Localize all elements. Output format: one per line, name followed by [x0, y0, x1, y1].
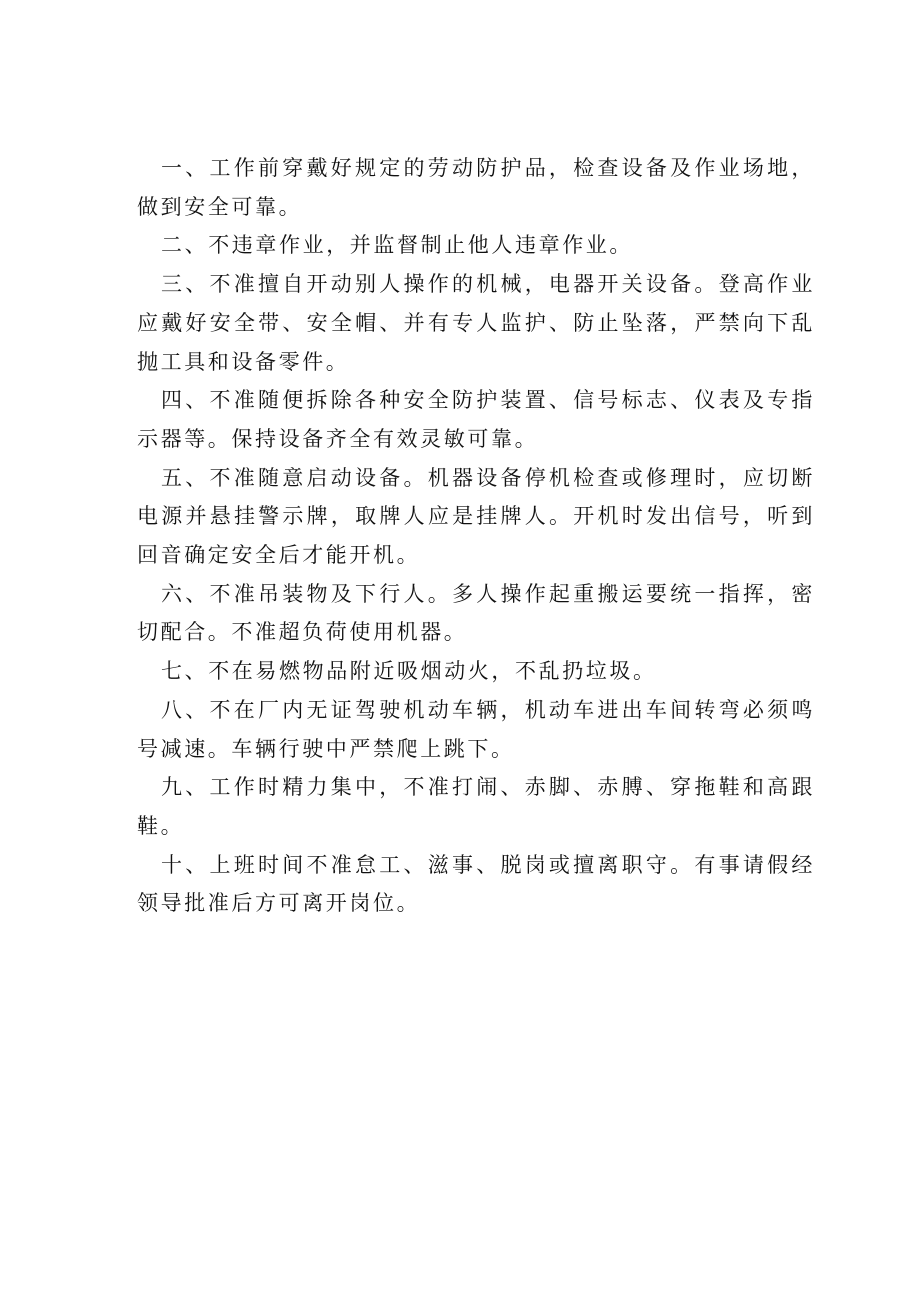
document-body — [137, 149, 815, 923]
rule-paragraph-8: 八、不在厂内无证驾驶机动车辆，机动车进出车间转弯必须鸣号减速。车辆行驶中严禁爬上跳下。 — [137, 697, 815, 761]
rule-paragraph-9: 九、工作时精力集中，不准打闹、赤脚、赤膊、穿拖鞋和高跟鞋。 — [137, 775, 815, 838]
rule-paragraph-5: 五、不准随意启动设备。机器设备停机检查或修理时，应切断电源并悬挂警示牌，取牌人应是挂牌人。开机时发出信号，听到回音确定安全后才能开机。 — [137, 465, 815, 568]
rule-paragraph-4: 四、不准随便拆除各种安全防护装置、信号标志、仪表及专指示器等。保持设备齐全有效灵敏可靠。 — [137, 388, 815, 451]
rule-paragraph-2: 二、不违章作业，并监督制止他人违章作业。 — [161, 233, 633, 258]
rule-paragraph-7: 七、不在易燃物品附近吸烟动火，不乱扔垃圾。 — [161, 659, 657, 684]
rule-paragraph-3: 三、不准擅自开动别人操作的机械，电器开关设备。登高作业应戴好安全带、安全帽、并有专人监护、防止坠落，严禁向下乱抛工具和设备零件。 — [137, 272, 815, 374]
rule-paragraph-6: 六、不准吊装物及下行人。多人操作起重搬运要统一指挥，密切配合。不准超负荷使用机器。 — [137, 581, 815, 645]
rule-paragraph-1: 一、工作前穿戴好规定的劳动防护品，检查设备及作业场地，做到安全可靠。 — [137, 156, 815, 219]
rule-paragraph-10: 十、上班时间不准怠工、滋事、脱岗或擅离职守。有事请假经领导批准后方可离开岗位。 — [137, 852, 815, 916]
